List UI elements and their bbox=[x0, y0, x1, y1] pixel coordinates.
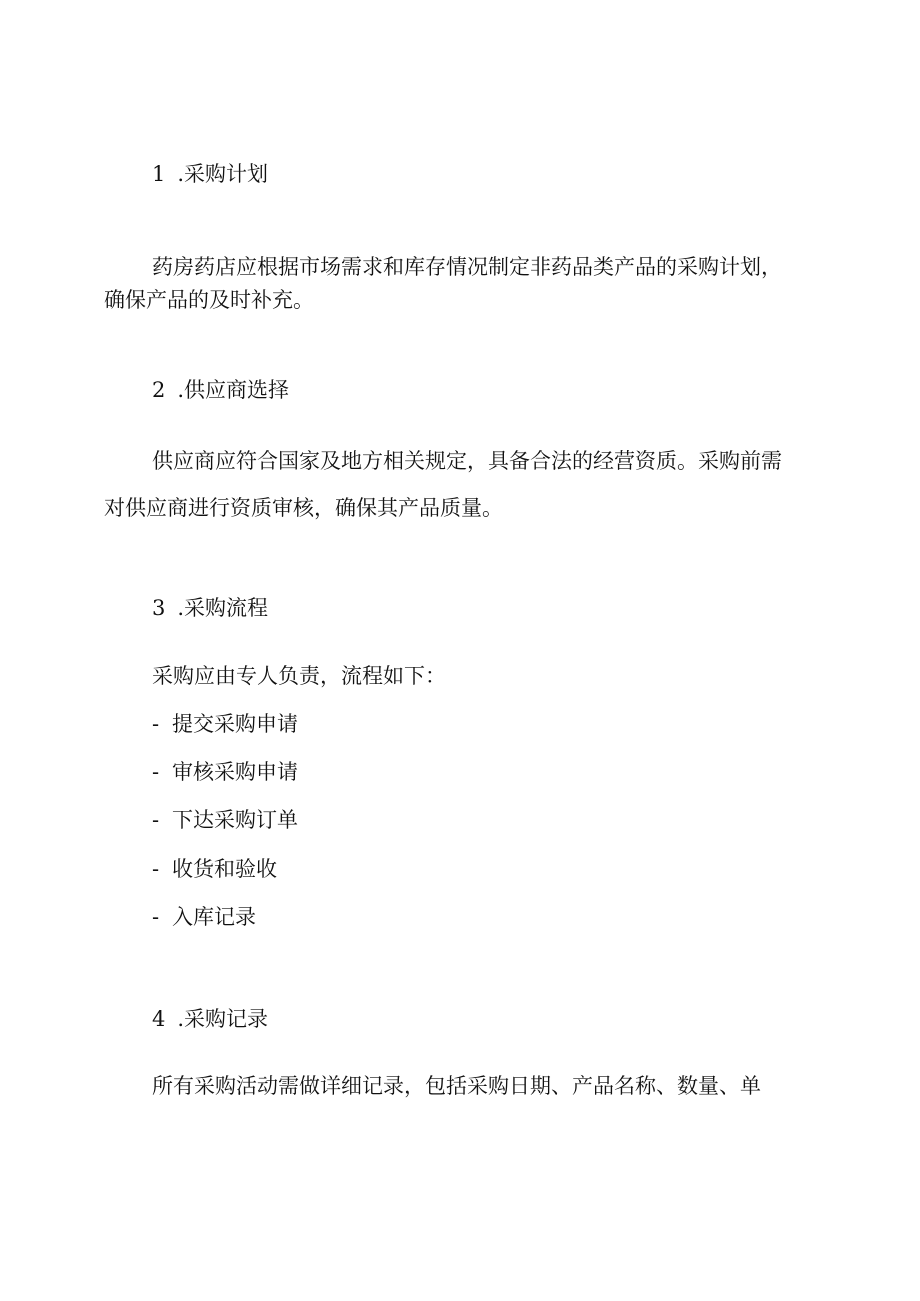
list-item-text: 收货和验收 bbox=[172, 857, 277, 881]
bullet-marker: - bbox=[152, 808, 160, 832]
list-item-text: 入库记录 bbox=[172, 905, 256, 929]
list-item bbox=[152, 806, 298, 834]
section-title: .采购流程 bbox=[177, 596, 269, 620]
bullet-marker: - bbox=[152, 905, 160, 929]
section-1-paragraph-line-1: 药房药店应根据市场需求和库存情况制定非药品类产品的采购计划， bbox=[152, 255, 782, 279]
list-item bbox=[152, 855, 277, 883]
section-1-paragraph-line-2: 确保产品的及时补充。 bbox=[104, 288, 314, 312]
bullet-marker: - bbox=[152, 712, 160, 736]
section-2-paragraph-line-1: 供应商应符合国家及地方相关规定，具备合法的经营资质。采购前需 bbox=[152, 449, 782, 473]
list-item bbox=[152, 903, 256, 931]
section-number: 3 bbox=[152, 596, 166, 620]
section-number: 1 bbox=[152, 162, 166, 186]
section-number: 4 bbox=[152, 1007, 166, 1031]
section-1-heading bbox=[152, 160, 268, 188]
bullet-marker: - bbox=[152, 760, 160, 784]
section-number: 2 bbox=[152, 378, 166, 402]
section-3-intro: 采购应由专人负责，流程如下： bbox=[152, 664, 446, 688]
section-title: .采购计划 bbox=[177, 162, 269, 186]
section-4-heading bbox=[152, 1005, 268, 1033]
list-item bbox=[152, 710, 298, 738]
section-2-paragraph-line-2: 对供应商进行资质审核，确保其产品质量。 bbox=[104, 496, 503, 520]
list-item-text: 审核采购申请 bbox=[172, 760, 298, 784]
list-item-text: 下达采购订单 bbox=[172, 808, 298, 832]
section-4-paragraph-line-1: 所有采购活动需做详细记录，包括采购日期、产品名称、数量、单 bbox=[152, 1074, 761, 1098]
section-2-heading bbox=[152, 376, 289, 404]
section-title: .采购记录 bbox=[177, 1007, 269, 1031]
list-item-text: 提交采购申请 bbox=[172, 712, 298, 736]
section-title: .供应商选择 bbox=[177, 378, 290, 402]
list-item bbox=[152, 758, 298, 786]
section-3-heading bbox=[152, 594, 268, 622]
bullet-marker: - bbox=[152, 857, 160, 881]
